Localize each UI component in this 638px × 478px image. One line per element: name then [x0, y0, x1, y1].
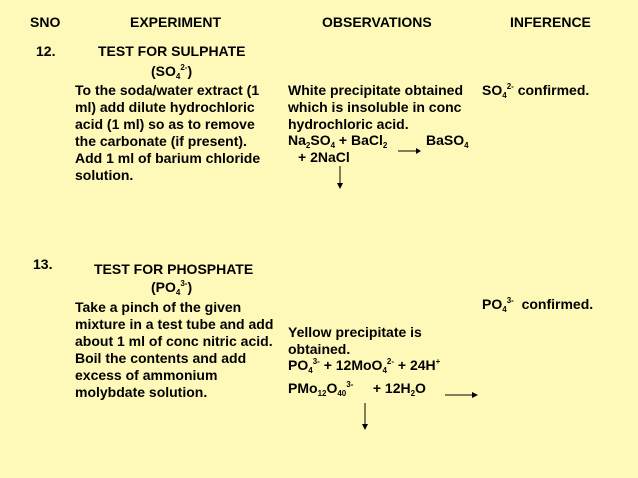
reaction-arrow-icon	[445, 390, 479, 400]
row-13-observations: Yellow precipitate is obtained.	[288, 324, 422, 357]
row-13-title: TEST FOR PHOSPHATE	[94, 261, 254, 277]
header-sno: SNO	[30, 14, 61, 30]
row-13-ion: $(PO_4^{3-})$	[151, 279, 193, 297]
header-experiment: EXPERIMENT	[130, 14, 222, 30]
header-inference: INFERENCE	[510, 14, 591, 30]
precipitate-arrow-icon	[360, 403, 370, 431]
row-12-experiment: To the soda/water extract (1 ml) add dilute hydrochloric acid (1 ml) so as to remove the carbonate (if present). Add 1 ml of barium chloride solution.	[75, 82, 261, 183]
row-12-inference: $SO_4^{2-}$ confirmed.	[482, 82, 590, 100]
row-13-equation-line1: $PO_4^{3-} + 12MoO_4^{2-} + 24H^+$	[288, 357, 441, 375]
reaction-arrow-icon	[398, 146, 422, 156]
row-12-equation-second-line: + 2NaCl	[298, 149, 350, 165]
row-12-title: TEST FOR SULPHATE	[98, 43, 246, 59]
precipitate-arrow-icon	[335, 166, 345, 190]
row-12-ion: $(SO_4^{2-})$	[151, 63, 193, 81]
row-13-experiment: Take a pinch of the given mixture in a test tube and add about 1 ml of conc nitric acid. Boil the contents and add excess of ammonium molybdate solution.	[75, 299, 274, 400]
row-12-equation-reactants: $Na_2SO_4$ + BaCl$_2$	[288, 132, 388, 150]
row-13-sno: 13.	[33, 256, 53, 272]
row-13-inference: $PO_4^{3-}$ confirmed.	[482, 296, 594, 314]
row-12-observations: White precipitate obtained which is insoluble in conc hydrochloric acid.	[288, 82, 464, 132]
row-12-equation-product: BaSO$_4$	[426, 132, 469, 150]
header-observations: OBSERVATIONS	[322, 14, 432, 30]
row-12-sno: 12.	[36, 43, 56, 59]
row-13-equation-line2: $PMo_{12}O_{40}^{3-}$ + $12H_2O$	[288, 380, 426, 398]
